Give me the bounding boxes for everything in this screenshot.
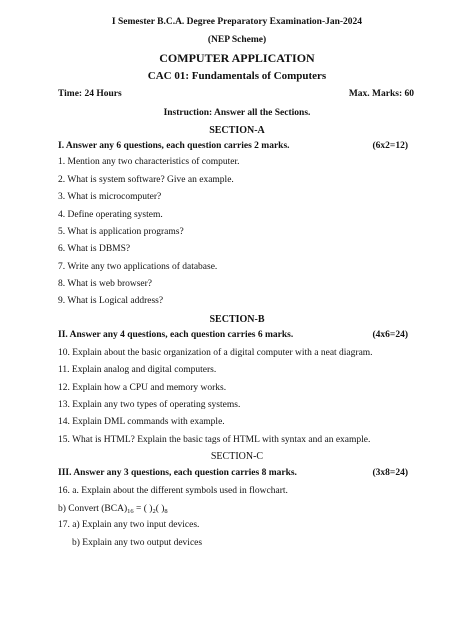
instruction-text: Instruction: Answer all the Sections. [163,108,311,118]
question-7: 7. Write any two applications of database. [58,262,218,272]
question-1: 1. Mention any two characteristics of computer. [58,157,240,167]
question-17a: 17. a) Explain any two input devices. [58,520,200,530]
question-16b-mid2: ( ) [155,504,165,514]
question-9: 9. What is Logical address? [58,296,164,306]
question-17b: b) Explain any two output devices [72,538,203,548]
section-a-heading: I. Answer any 6 questions, each question carries 2 marks. [58,141,290,151]
section-a-marks: (6x2=12) [372,141,408,151]
section-a-title: SECTION-A [209,125,265,136]
section-c-heading: III. Answer any 3 questions, each question carries 8 marks. [58,468,297,478]
section-b-title: SECTION-B [209,314,265,325]
question-14: 14. Explain DML commands with example. [58,417,225,427]
section-b-heading: II. Answer any 4 questions, each question carries 6 marks. [58,330,294,340]
question-16b [58,505,168,515]
question-11: 11. Explain analog and digital computers. [58,365,217,375]
question-5: 5. What is application programs? [58,227,184,237]
exam-title: I Semester B.C.A. Degree Preparatory Examination-Jan-2024 [111,17,363,27]
question-16a: 16. a. Explain about the different symbols used in flowchart. [58,486,288,496]
question-16b-prefix: b) Convert (BCA) [58,504,128,514]
scheme-label: (NEP Scheme) [207,35,267,45]
question-2: 2. What is system software? Give an example. [58,175,234,185]
base-16-subscript: 16 [127,508,134,515]
question-4: 4. Define operating system. [58,210,163,220]
question-8: 8. What is web browser? [58,279,153,289]
subject-title: COMPUTER APPLICATION [159,51,315,65]
section-c-title: SECTION-C [210,451,264,462]
section-b-marks: (4x6=24) [372,330,408,340]
base-8-subscript: 8 [164,508,168,515]
question-12: 12. Explain how a CPU and memory works. [58,383,227,393]
max-marks-label: Max. Marks: 60 [348,89,414,99]
question-3: 3. What is microcomputer? [58,192,162,202]
question-10: 10. Explain about the basic organization of a digital computer with a neat diagram. [58,348,373,358]
question-6: 6. What is DBMS? [58,244,131,254]
question-15: 15. What is HTML? Explain the basic tags of HTML with syntax and an example. [58,435,371,445]
question-16b-mid: = ( ) [133,504,153,514]
paper-title: CAC 01: Fundamentals of Computers [147,70,327,82]
question-13: 13. Explain any two types of operating systems. [58,400,241,410]
section-c-marks: (3x8=24) [372,468,408,478]
time-label: Time: 24 Hours [58,89,122,99]
base-2-subscript: 2 [152,508,156,515]
